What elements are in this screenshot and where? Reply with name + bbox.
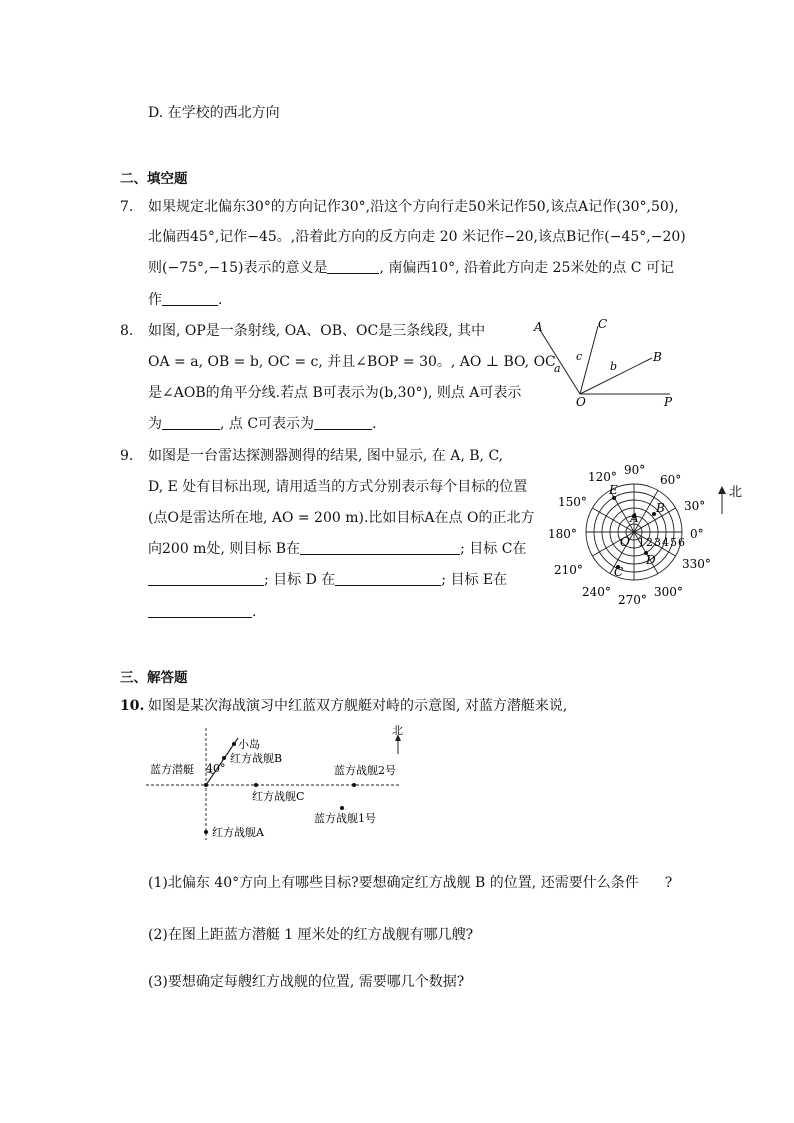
q10-part-1-text: (1)北偏东 40°方向上有哪些目标?要想确定红方战舰 B 的位置, 还需要什么条件	[148, 875, 639, 891]
blue-1-dot	[340, 806, 344, 810]
q10-intro: 如图是某次海战演习中红蓝双方舰艇对峙的示意图, 对蓝方潜艇来说,	[148, 698, 568, 714]
option-d: D. 在学校的西北方向	[148, 105, 280, 121]
angle-label-240: 240°	[582, 585, 611, 599]
angle-label-270: 270°	[618, 593, 647, 607]
blue-1-label: 蓝方战舰1号	[314, 812, 376, 825]
q9-line-5-text-b: ; 目标 E在	[441, 572, 508, 588]
q7-answer-blank-1[interactable]	[327, 259, 379, 274]
island-dot	[232, 742, 236, 746]
red-a-label: 红方战舰A	[212, 826, 264, 839]
angle-label-180: 180°	[548, 527, 577, 541]
blue-2-dot	[352, 783, 356, 787]
blue-sub-dot	[204, 783, 208, 787]
north-arrow-icon	[718, 486, 726, 494]
label-c-length: c	[576, 350, 583, 363]
red-a-dot	[204, 830, 208, 834]
red-c-label: 红方战舰C	[252, 790, 305, 803]
q10-part-3: (3)要想确定每艘红方战舰的位置, 需要哪几个数据?	[148, 974, 465, 990]
angle-label-120: 120°	[588, 470, 617, 484]
q8-answer-blank-c[interactable]	[314, 415, 372, 430]
red-c-dot	[254, 783, 258, 787]
question-number-10: 10.	[120, 698, 145, 714]
q8-line-4-end: .	[372, 416, 377, 432]
q9-line-4-text-b: ; 目标 C在	[460, 541, 527, 557]
battle-map-figure	[146, 722, 416, 844]
angle-label-0: 0°	[690, 527, 704, 541]
map-north-label: 北	[392, 724, 403, 737]
blue-2-label: 蓝方战舰2号	[334, 764, 396, 777]
segment-oc	[580, 326, 598, 394]
label-a-length: a	[554, 362, 561, 375]
angle-label-60: 60°	[660, 473, 682, 487]
q7-answer-blank-2[interactable]	[162, 291, 218, 306]
q9-line-2: D, E 处有目标出现, 请用适当的方式分别表示每个目标的位置	[148, 479, 528, 495]
q8-line-4-text: 为	[148, 416, 162, 432]
angle-label-330: 330°	[682, 557, 711, 571]
q7-line-4	[148, 291, 222, 309]
question-number-7: 7.	[120, 199, 134, 215]
q9-answer-blank-e[interactable]	[148, 603, 252, 618]
target-b-label: B	[656, 501, 665, 515]
q9-line-5-text: ; 目标 D 在	[264, 572, 336, 588]
q9-line-6	[148, 603, 256, 621]
blue-sub-label: 蓝方潜艇	[150, 763, 194, 776]
q9-line-1: 如图是一台雷达探测器测得的结果, 图中显示, 在 A, B, C,	[148, 448, 504, 464]
section-title-answers: 三、解答题	[120, 670, 188, 686]
q10-part-1-qmark: ?	[664, 875, 673, 891]
red-b-dot	[222, 756, 226, 760]
q7-line-2: 北偏西45°,记作−45。,沿着此方向的反方向走 20 米记作−20,该点B记作(−45°,−20)	[148, 229, 686, 245]
q8-answer-blank-a[interactable]	[162, 415, 220, 430]
q9-line-3: (点O是雷达所在地, AO = 200 m).比如目标A在点 O的正北方	[148, 510, 535, 526]
q7-line-4-text: 作	[148, 292, 162, 308]
label-a-point: A	[534, 320, 543, 334]
q8-line-2: OA = a, OB = b, OC = c, 并且∠BOP = 30。, AO ⊥ BO, OC	[148, 354, 556, 370]
section-title-fill-in: 二、填空题	[120, 171, 188, 187]
target-c-label: C	[614, 565, 624, 579]
radar-figure	[548, 456, 748, 608]
q9-answer-blank-c[interactable]	[148, 571, 264, 586]
q8-line-1: 如图, OP是一条射线, OA、OB、OC是三条线段, 其中	[148, 323, 486, 339]
island-label: 小岛	[238, 738, 260, 751]
q10-part-1	[148, 874, 672, 892]
angle-label-90: 90°	[624, 463, 646, 477]
q8-ray-figure	[528, 316, 678, 408]
q9-line-5	[148, 571, 507, 589]
angle-40-label: 40°	[206, 762, 226, 775]
question-number-8: 8.	[120, 323, 134, 339]
origin-o-label: O	[620, 535, 630, 549]
angle-label-210: 210°	[554, 563, 583, 577]
label-b-point: B	[653, 350, 662, 364]
q9-answer-blank-d[interactable]	[335, 571, 441, 586]
label-c-point: C	[598, 317, 608, 331]
q8-line-4	[148, 415, 377, 433]
q9-line-4-text: 向200 m处, 则目标 B在	[148, 541, 301, 557]
question-number-9: 9.	[120, 448, 134, 464]
q10-part-2: (2)在图上距蓝方潜艇 1 厘米处的红方战舰有哪几艘?	[148, 927, 474, 943]
q9-answer-blank-b[interactable]	[300, 540, 460, 555]
q9-line-4	[148, 540, 526, 558]
q7-line-3-text-b: , 南偏西10°, 沿着此方向走 25米处的点 C 可记	[379, 260, 674, 276]
q7-line-3	[148, 259, 674, 277]
target-a-label: A	[630, 511, 639, 525]
q8-line-3: 是∠AOB的角平分线.若点 B可表示为(b,30°), 则点 A可表示	[148, 385, 522, 401]
label-p-point: P	[664, 395, 673, 408]
label-b-length: b	[610, 360, 618, 373]
target-e-label: E	[609, 483, 618, 497]
ring-scale-labels: 123456	[638, 536, 686, 549]
q7-line-1: 如果规定北偏东30°的方向记作30°,沿这个方向行走50米记作50,该点A记作(30°,50),	[148, 199, 679, 215]
angle-label-150: 150°	[558, 495, 587, 509]
red-b-label: 红方战舰B	[230, 752, 283, 765]
q9-line-6-end: .	[252, 604, 257, 620]
target-d-label: D	[646, 553, 656, 567]
angle-label-30: 30°	[684, 499, 706, 513]
angle-label-300: 300°	[654, 585, 683, 599]
q8-line-4-text-b: , 点 C可表示为	[220, 416, 315, 432]
q7-line-4-end: .	[218, 292, 223, 308]
north-label: 北	[729, 485, 743, 500]
label-o-point: O	[576, 395, 586, 408]
q7-line-3-text: 则(−75°,−15)表示的意义是	[148, 260, 328, 276]
